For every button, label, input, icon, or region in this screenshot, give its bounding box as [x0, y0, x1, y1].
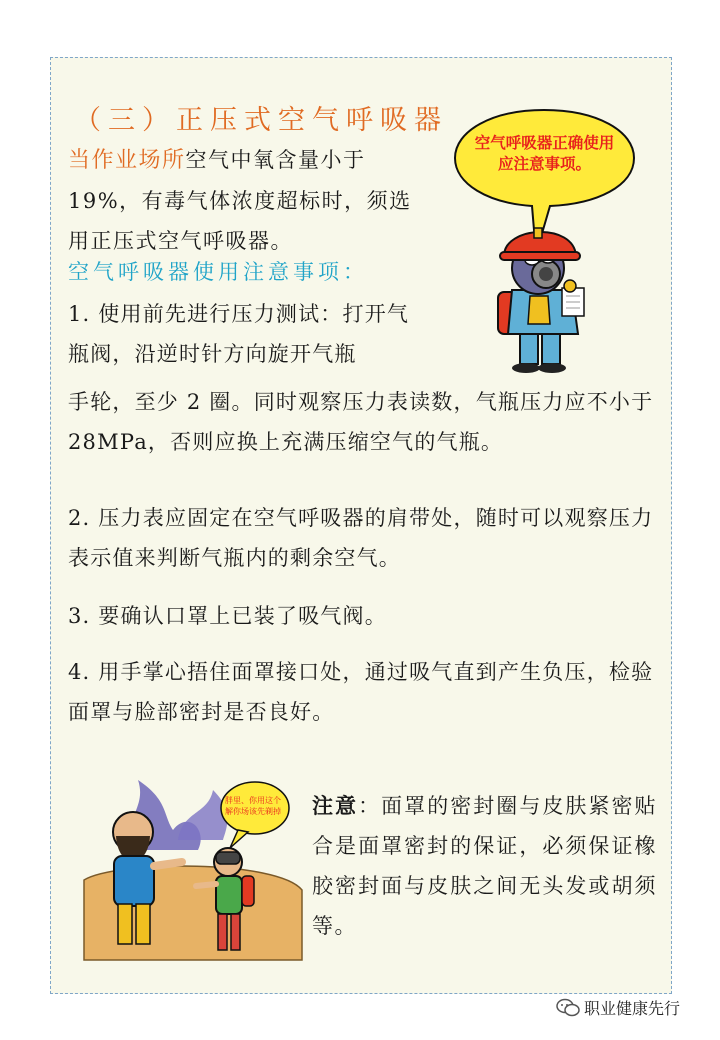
note-paragraph — [312, 786, 657, 946]
watermark-text: 职业健康先行 — [584, 999, 681, 1018]
intro-text: 空气中氧含量小于19%，有毒气体浓度超标时，须选用正压式空气呼吸器。 — [68, 148, 412, 253]
small-bubble-text: 胖里、你用这个解你场该先剃掉 — [225, 796, 281, 816]
watermark — [556, 996, 680, 1019]
wechat-icon — [556, 998, 580, 1018]
note-text: 面罩的密封圈与皮肤紧密贴合是面罩密封的保证，必须保证橡胶密封面与皮肤之间无头发或胡须等。 — [312, 794, 658, 938]
bubble-line-1: 空气呼吸器正确使用 — [474, 134, 615, 152]
bubble-line-2: 应注意事项。 — [497, 155, 591, 173]
firefighter-illustration — [490, 212, 600, 374]
note-label: 注意 — [312, 793, 359, 818]
item-2: 2. 压力表应固定在空气呼吸器的肩带处，随时可以观察压力表示值来判断气瓶内的剩余空气。 — [68, 506, 654, 570]
item-4: 4. 用手掌心捂住面罩接口处，通过吸气直到产生负压，检验面罩与脸部密封是否良好。 — [68, 660, 654, 724]
item-1-part-1: 1. 使用前先进行压力测试：打开气瓶阀，沿逆时针方向旋开气瓶 — [68, 302, 410, 366]
section-title: （三）正压式空气呼吸器 — [74, 105, 448, 136]
item-3: 3. 要确认口罩上已装了吸气阀。 — [68, 604, 387, 628]
note-colon: ： — [358, 794, 382, 818]
precautions-subtitle: 空气呼吸器使用注意事项： — [68, 260, 368, 284]
intro-paragraph — [68, 140, 428, 261]
item-1-part-2: 手轮，至少 2 圈。同时观察压力表读数，气瓶压力应不小于 28MPa，否则应换上充满压缩空气的气瓶。 — [68, 390, 654, 454]
intro-highlight: 当作业场所 — [68, 148, 186, 173]
